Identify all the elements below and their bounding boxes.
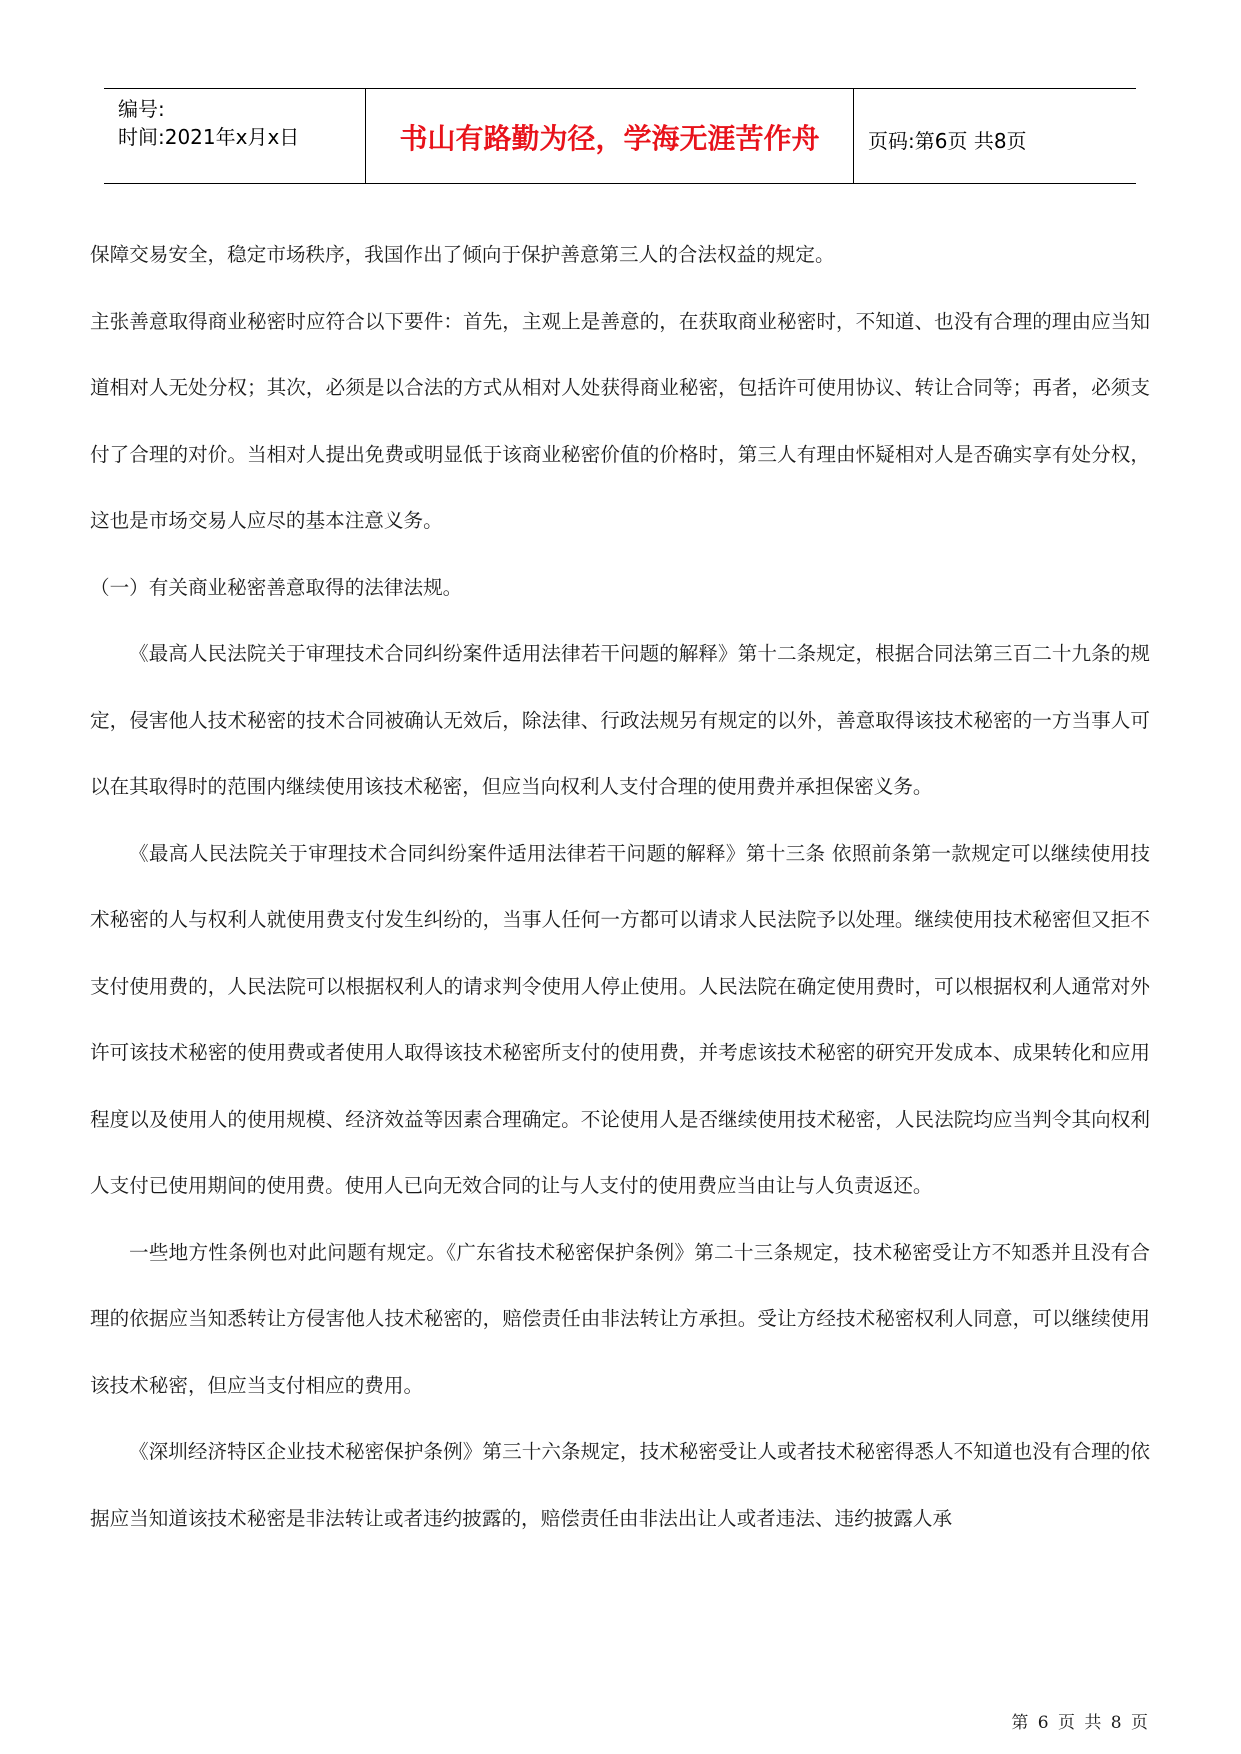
header-divider xyxy=(853,89,854,183)
document-body xyxy=(90,222,1150,1552)
header-page-label: 页码:第6页 共8页 xyxy=(868,129,1027,153)
body-paragraph: 保障交易安全，稳定市场秩序，我国作出了倾向于保护善意第三人的合法权益的规定。 xyxy=(90,243,835,266)
document-time-label: 时间:2021年x月x日 xyxy=(118,125,300,149)
body-paragraph: 一些地方性条例也对此问题有规定。《广东省技术秘密保护条例》第二十三条规定，技术秘密受让方不知悉并且没有合理的依据应当知悉转让方侵害他人技术秘密的，赔偿责任由非法转让方承担。受让方经技术秘密权利人同意，可以继续使用该技术秘密，但应当支付相应的费用。 xyxy=(90,1240,1150,1397)
body-paragraph: 《最高人民法院关于审理技术合同纠纷案件适用法律若干问题的解释》第十三条 依照前条第一款规定可以继续使用技术秘密的人与权利人就使用费支付发生纠纷的，当事人任何一方都可以请求人民法院予以处理。继续使用技术秘密但又拒不支付使用费的，人民法院可以根据权利人的请求判令使用人停止使用。人民法院在确定使用费时，可以根据权利人通常对外许可该技术秘密的使用费或者使用人取得该技术秘密所支付的使用费，并考虑该技术秘密的研究开发成本、成果转化和应用程度以及使用人的使用规模、经济效益等因素合理确定。不论使用人是否继续使用技术秘密，人民法院均应当判令其向权利人支付已使用期间的使用费。使用人已向无效合同的让与人支付的使用费应当由让与人负责返还。 xyxy=(90,841,1150,1197)
body-paragraph: 主张善意取得商业秘密时应符合以下要件：首先，主观上是善意的，在获取商业秘密时，不知道、也没有合理的理由应当知道相对人无处分权；其次，必须是以合法的方式从相对人处获得商业秘密，包括许可使用协议、转让合同等；再者，必须支付了合理的对价。当相对人提出免费或明显低于该商业秘密价值的价格时，第三人有理由怀疑相对人是否确实享有处分权，这也是市场交易人应尽的基本注意义务。 xyxy=(90,309,1150,532)
section-heading: （一）有关商业秘密善意取得的法律法规。 xyxy=(90,575,463,599)
header-motto: 书山有路勤为径，学海无涯苦作舟 xyxy=(399,122,820,155)
body-paragraph: 《最高人民法院关于审理技术合同纠纷案件适用法律若干问题的解释》第十二条规定，根据合同法第三百二十九条的规定，侵害他人技术秘密的技术合同被确认无效后，除法律、行政法规另有规定的以外，善意取得该技术秘密的一方当事人可以在其取得时的范围内继续使用该技术秘密，但应当向权利人支付合理的使用费并承担保密义务。 xyxy=(90,642,1150,798)
page-footer: 第 6 页 共 8 页 xyxy=(1011,1713,1150,1733)
document-header xyxy=(104,88,1136,184)
document-number-label: 编号: xyxy=(118,97,165,121)
body-paragraph: 《深圳经济特区企业技术秘密保护条例》第三十六条规定，技术秘密受让人或者技术秘密得悉人不知道也没有合理的依据应当知道该技术秘密是非法转让或者违约披露的，赔偿责任由非法出让人或者违法、违约披露人承 xyxy=(90,1440,1150,1530)
